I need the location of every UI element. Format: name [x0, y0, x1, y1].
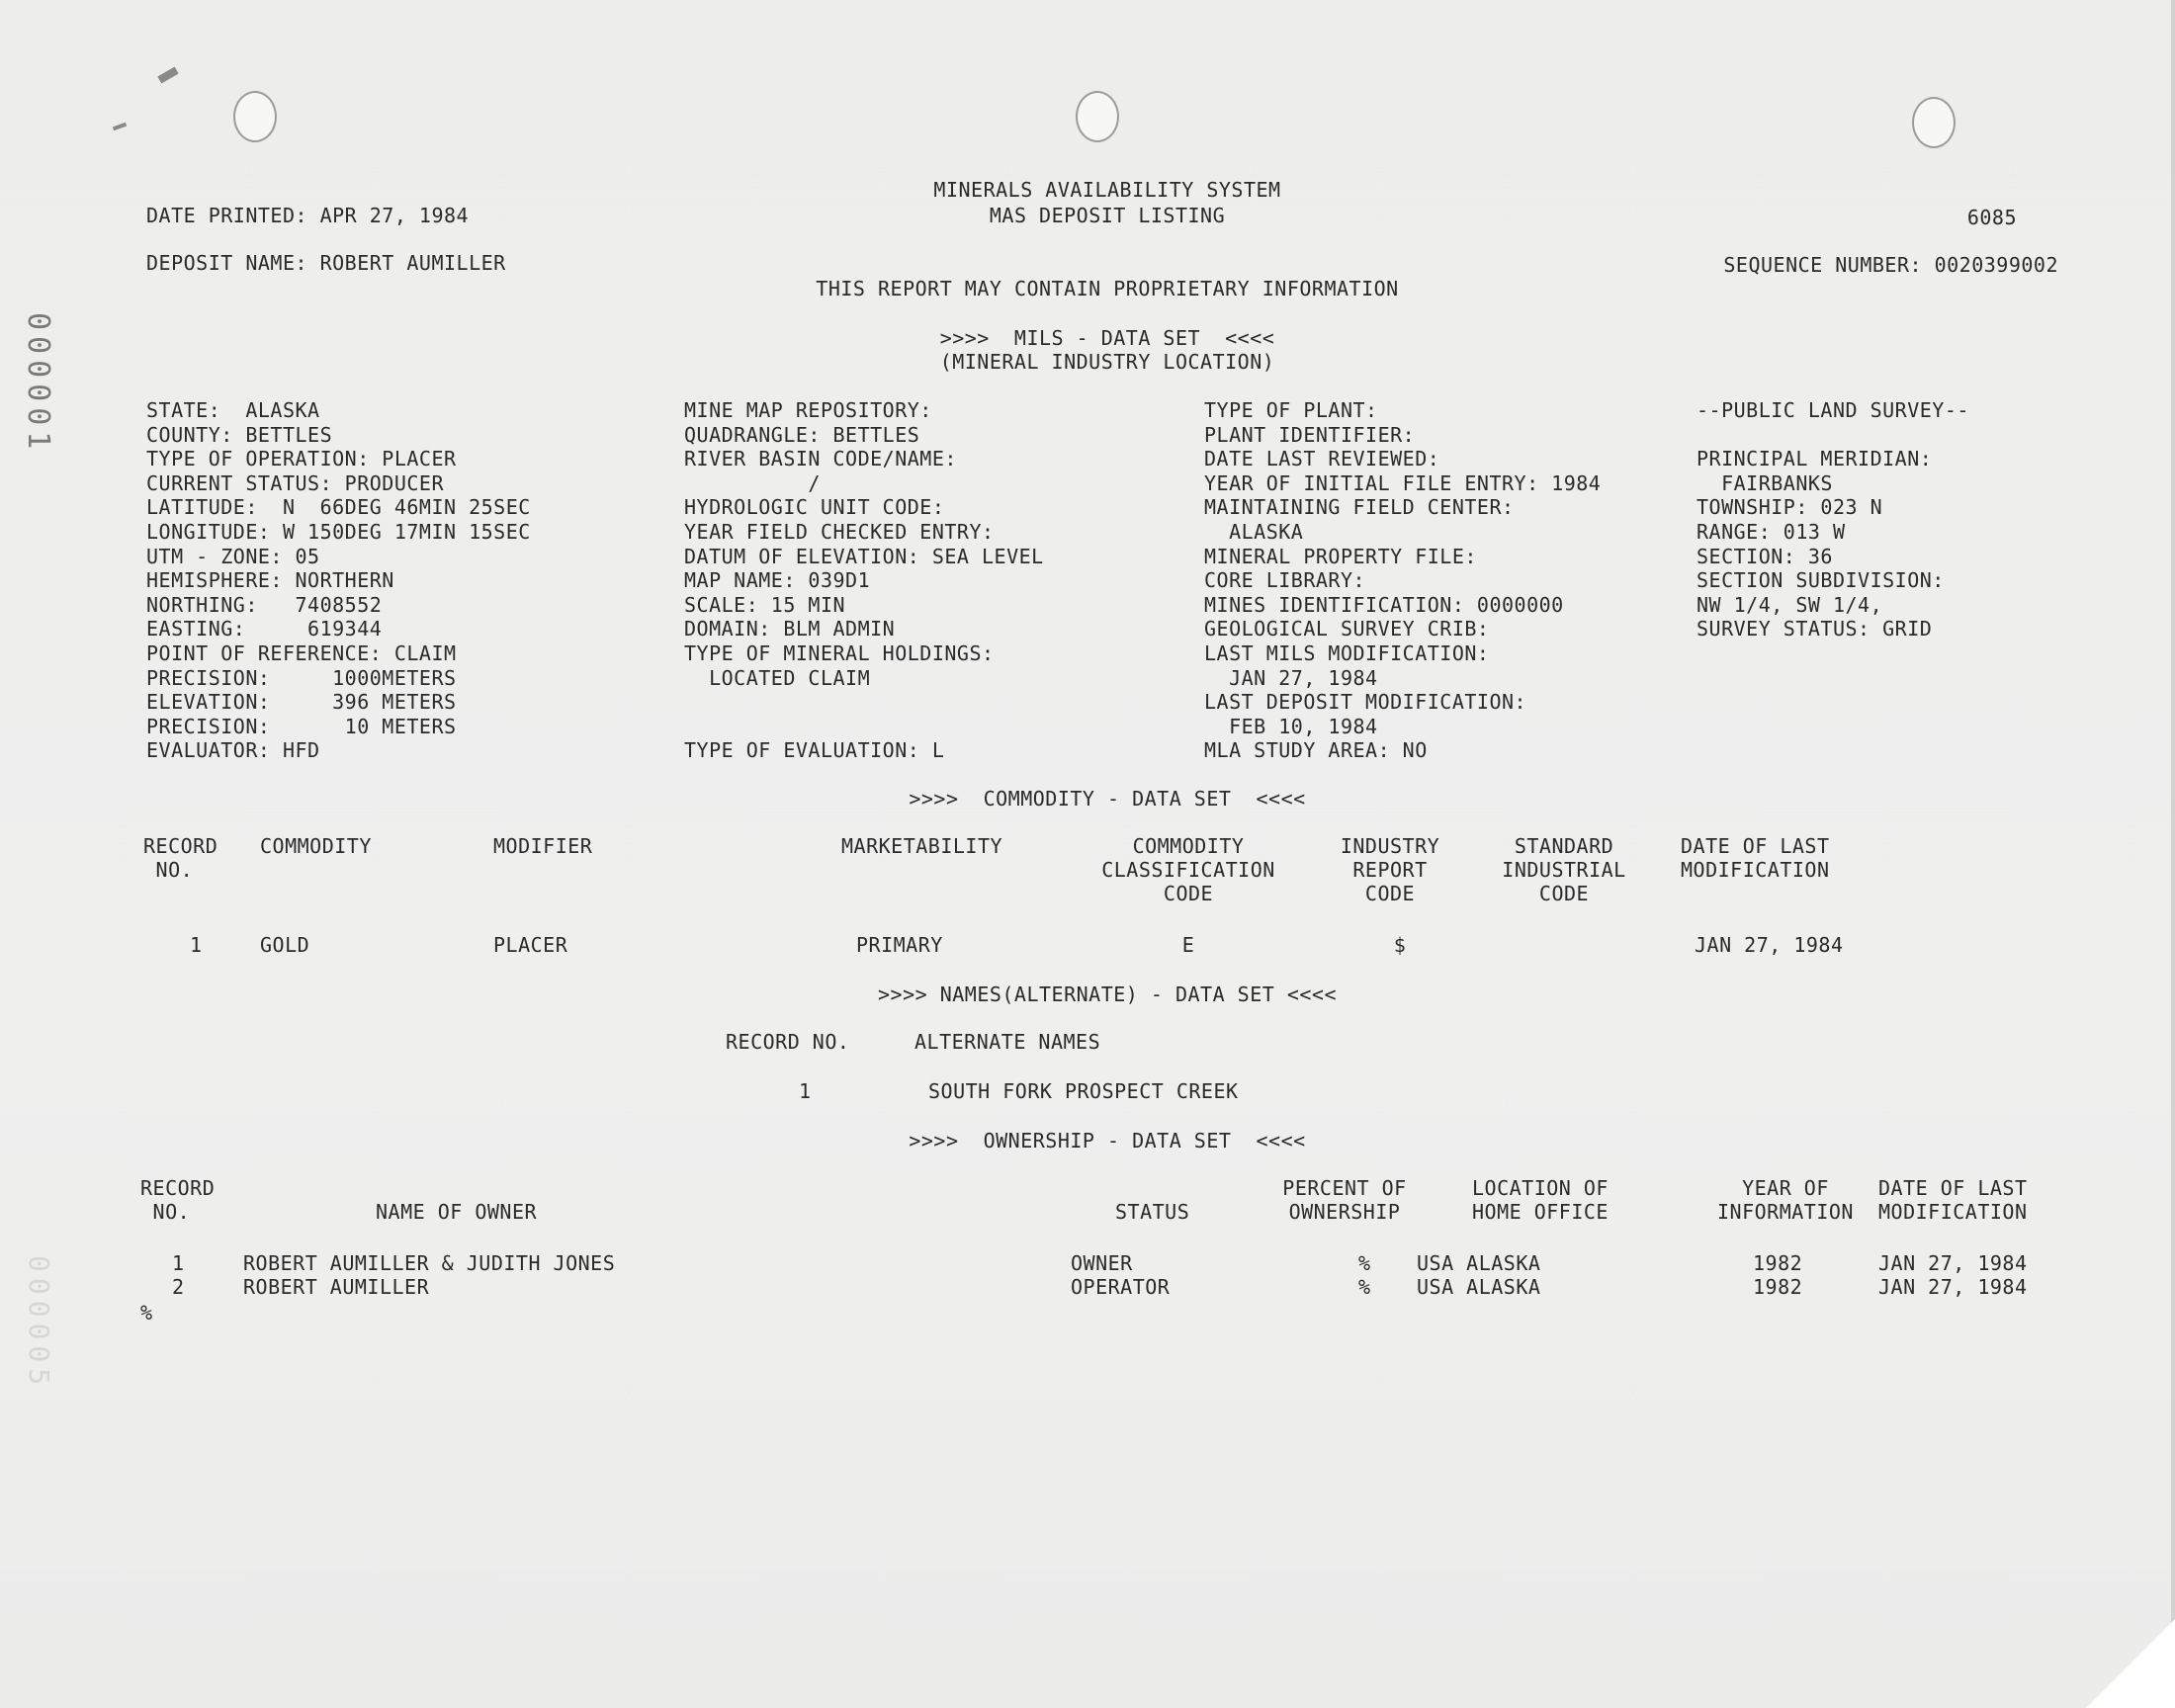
owner-name: ROBERT AUMILLER [243, 1275, 430, 1299]
ownership-header-status: STATUS [1115, 1200, 1190, 1224]
mils-field: CURRENT STATUS: PRODUCER [146, 470, 444, 495]
owner-location: USA ALASKA [1417, 1275, 1541, 1299]
mils-field: COUNTY: BETTLES [146, 422, 333, 447]
commodity-classification-code: E [1181, 933, 1195, 957]
mils-field: MAP NAME: 039D1 [684, 568, 871, 593]
owner-status: OWNER [1071, 1251, 1133, 1275]
ownership-header-percent: PERCENT OF OWNERSHIP [1282, 1176, 1407, 1224]
commodity-header-marketability: MARKETABILITY [841, 834, 1003, 858]
commodity-date: JAN 27, 1984 [1695, 933, 1844, 957]
commodity-record-no: 1 [190, 933, 203, 957]
faded-page-number-stamp: 000005 [23, 1255, 55, 1392]
mils-field: MINERAL PROPERTY FILE: [1204, 544, 1477, 568]
commodity-header-modifier: MODIFIER [493, 834, 593, 858]
mils-field: PRECISION: 10 METERS [146, 714, 457, 738]
owner-date: JAN 27, 1984 [1878, 1251, 2028, 1275]
punch-hole-center [1076, 91, 1119, 142]
mils-subheading: (MINERAL INDUSTRY LOCATION) [939, 350, 1275, 374]
mils-file-column [1204, 398, 1601, 763]
mils-field: NW 1/4, SW 1/4, [1696, 592, 1883, 617]
mils-heading: >>>> MILS - DATA SET <<<< [939, 326, 1275, 350]
owner-year: 1982 [1753, 1251, 1803, 1275]
ownership-heading: >>>> OWNERSHIP - DATA SET <<<< [909, 1129, 1306, 1153]
mils-field: QUADRANGLE: BETTLES [684, 422, 920, 447]
public-land-survey-column [1696, 398, 1969, 641]
mils-field: LAST DEPOSIT MODIFICATION: [1204, 690, 1527, 715]
folded-corner [2086, 1619, 2175, 1708]
owner-year: 1982 [1753, 1275, 1803, 1299]
owner-name: ROBERT AUMILLER & JUDITH JONES [243, 1251, 616, 1275]
mils-field: LATITUDE: N 66DEG 46MIN 25SEC [146, 495, 531, 520]
mils-field: DATUM OF ELEVATION: SEA LEVEL [684, 544, 1044, 568]
mils-field: EASTING: 619344 [146, 617, 383, 641]
pen-mark [157, 67, 178, 84]
mils-field: SECTION: 36 [1696, 544, 1833, 568]
mils-field [684, 715, 1044, 739]
ownership-header-record-no: RECORD NO. [140, 1176, 216, 1224]
mils-field: TYPE OF PLANT: [1204, 398, 1378, 422]
mils-field: PRINCIPAL MERIDIAN: [1696, 447, 1933, 471]
commodity-header-commodity: COMMODITY [260, 834, 372, 858]
listing-title: MAS DEPOSIT LISTING [989, 204, 1226, 227]
commodity-header-standard-code: STANDARD INDUSTRIAL CODE [1502, 834, 1626, 905]
mils-field: FEB 10, 1984 [1204, 714, 1378, 738]
ownership-record-no: 1 [172, 1251, 185, 1275]
page-code: 6085 [1966, 206, 2017, 229]
names-header-record-no: RECORD NO. [726, 1030, 850, 1054]
mils-field: DATE LAST REVIEWED: [1204, 447, 1440, 471]
mils-field: SECTION SUBDIVISION: [1696, 568, 1945, 593]
commodity-modifier: PLACER [493, 933, 568, 957]
mils-location-column [146, 398, 531, 763]
proprietary-notice: THIS REPORT MAY CONTAIN PROPRIETARY INFORMATION [816, 277, 1399, 300]
mils-field: STATE: ALASKA [146, 398, 320, 422]
mils-field: GEOLOGICAL SURVEY CRIB: [1204, 617, 1490, 641]
mils-field: MAINTAINING FIELD CENTER: [1204, 495, 1515, 520]
mils-field: HYDROLOGIC UNIT CODE: [684, 495, 945, 520]
mils-field: LOCATED CLAIM [684, 665, 871, 690]
mils-field: TOWNSHIP: 023 N [1696, 495, 1883, 520]
commodity-name: GOLD [260, 933, 310, 957]
mils-field [1696, 423, 1969, 448]
sequence-number: SEQUENCE NUMBER: 0020399002 [1723, 253, 2058, 277]
alternate-name: SOUTH FORK PROSPECT CREEK [928, 1079, 1239, 1103]
mils-field: MLA STUDY AREA: NO [1204, 738, 1428, 763]
mils-field: POINT OF REFERENCE: CLAIM [146, 640, 457, 665]
owner-date: JAN 27, 1984 [1878, 1275, 2028, 1299]
mils-field: CORE LIBRARY: [1204, 568, 1366, 593]
mils-field: RIVER BASIN CODE/NAME: [684, 447, 957, 471]
mils-field: MINE MAP REPOSITORY: [684, 398, 932, 422]
mils-field: PRECISION: 1000METERS [146, 665, 457, 690]
mils-field: LAST MILS MODIFICATION: [1204, 640, 1490, 665]
mils-field: MINES IDENTIFICATION: 0000000 [1204, 592, 1564, 617]
owner-percent: % [1358, 1251, 1371, 1275]
commodity-header-classification: COMMODITY CLASSIFICATION CODE [1101, 834, 1275, 905]
mils-field: YEAR FIELD CHECKED ENTRY: [684, 519, 995, 544]
system-title: MINERALS AVAILABILITY SYSTEM [933, 178, 1281, 202]
commodity-header-industry-code: INDUSTRY REPORT CODE [1340, 834, 1440, 905]
commodity-industry-code: $ [1393, 933, 1407, 957]
mils-field: HEMISPHERE: NORTHERN [146, 568, 394, 593]
punch-hole-left [233, 91, 277, 142]
commodity-marketability: PRIMARY [856, 933, 943, 957]
pen-mark [113, 123, 128, 131]
mils-field: TYPE OF MINERAL HOLDINGS: [684, 640, 995, 665]
mils-field: / [684, 470, 821, 495]
names-heading: >>>> NAMES(ALTERNATE) - DATA SET <<<< [877, 982, 1338, 1006]
mils-field: FAIRBANKS [1696, 470, 1833, 495]
mils-field: PLANT IDENTIFIER: [1204, 422, 1416, 447]
page-edge [2171, 0, 2175, 1708]
ownership-header-location: LOCATION OF HOME OFFICE [1472, 1176, 1609, 1224]
ownership-record-no: 2 [172, 1275, 185, 1299]
mils-field: ELEVATION: 396 METERS [146, 690, 457, 715]
mils-field [684, 690, 1044, 715]
mils-field: JAN 27, 1984 [1204, 665, 1378, 690]
ownership-header-year: YEAR OF INFORMATION [1717, 1176, 1854, 1224]
mils-field: SCALE: 15 MIN [684, 592, 846, 617]
mils-field: SURVEY STATUS: GRID [1696, 617, 1933, 641]
commodity-header-date: DATE OF LAST MODIFICATION [1681, 834, 1830, 882]
names-record-no: 1 [799, 1079, 812, 1103]
owner-status: OPERATOR [1071, 1275, 1171, 1299]
mils-field: NORTHING: 7408552 [146, 592, 383, 617]
ownership-header-owner: NAME OF OWNER [376, 1200, 538, 1224]
mils-field: TYPE OF OPERATION: PLACER [146, 447, 457, 471]
mils-field: --PUBLIC LAND SURVEY-- [1696, 398, 1969, 422]
mils-field: EVALUATOR: HFD [146, 738, 320, 763]
names-header-alternate: ALTERNATE NAMES [914, 1030, 1101, 1054]
mils-map-column [684, 398, 1044, 763]
deposit-name: DEPOSIT NAME: ROBERT AUMILLER [146, 251, 506, 275]
owner-percent: % [1358, 1275, 1371, 1299]
mils-field: RANGE: 013 W [1696, 519, 1846, 544]
mils-field: UTM - ZONE: 05 [146, 544, 320, 568]
mils-field: LONGITUDE: W 150DEG 17MIN 15SEC [146, 519, 531, 544]
mils-field: ALASKA [1204, 519, 1304, 544]
mils-field: DOMAIN: BLM ADMIN [684, 617, 896, 641]
mils-field: YEAR OF INITIAL FILE ENTRY: 1984 [1204, 470, 1602, 495]
owner-location: USA ALASKA [1417, 1251, 1541, 1275]
commodity-header-record-no: RECORD NO. [143, 834, 218, 882]
punch-hole-right [1912, 97, 1956, 148]
mils-field: TYPE OF EVALUATION: L [684, 738, 945, 763]
date-printed: DATE PRINTED: APR 27, 1984 [146, 204, 470, 227]
ownership-footer: % [140, 1301, 153, 1324]
ownership-header-date: DATE OF LAST MODIFICATION [1878, 1176, 2028, 1224]
page-number-stamp: 000001 [21, 312, 55, 456]
commodity-heading: >>>> COMMODITY - DATA SET <<<< [909, 787, 1306, 811]
